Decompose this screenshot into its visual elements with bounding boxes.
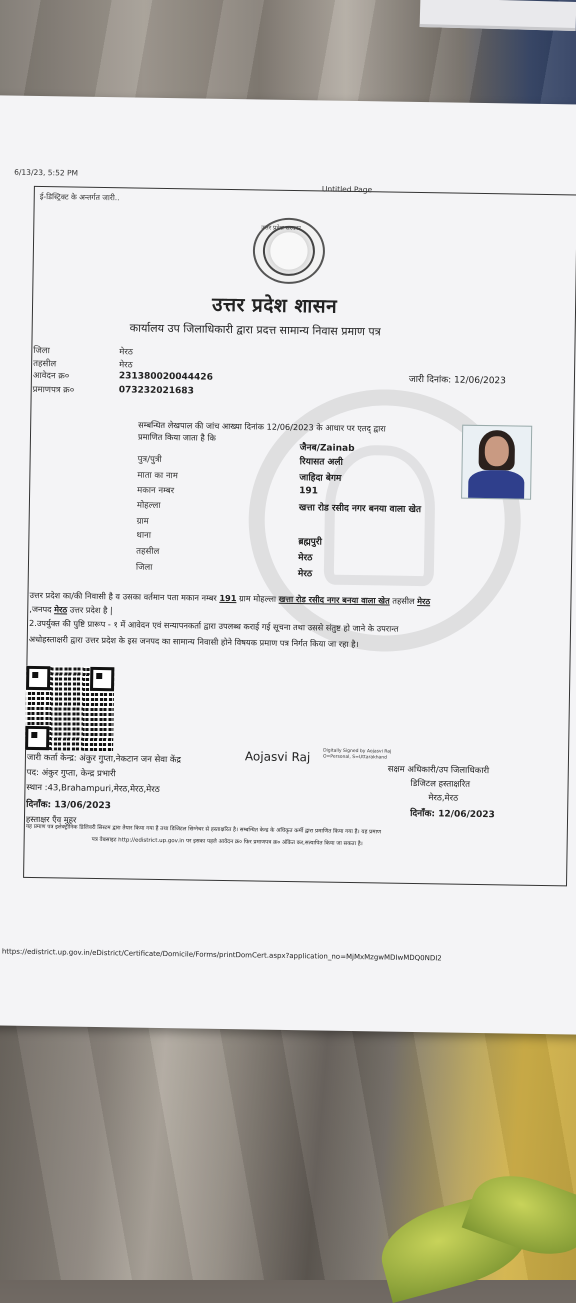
issue-date: जारी दिनांक: 12/06/2023	[408, 374, 506, 387]
photo-corner	[420, 0, 576, 31]
detail-label: पुत्र/पुत्री	[137, 454, 162, 465]
application-number: 231380020044426	[118, 371, 213, 383]
page-title: उत्तर प्रदेश शासन	[211, 293, 338, 318]
detail-label: थाना	[136, 530, 152, 541]
footer-note-1: यह प्रमाण पत्र इलेक्ट्रानिक डिलिवरी सिस्टम द्वारा तैयार किया गया है तथा डिजिटल सिग्नेचर से हस्ताक्षरित है। सम्बन्धित केन्द्र के अधिकृत कर्मी द्वारा प्रमाणित किया गया है। यह प्रमाण	[25, 823, 382, 836]
certificate-paper	[0, 95, 576, 1034]
digital-sign-line-1: Digitally Signed by Aojasvi Raj	[323, 748, 392, 755]
authority-date: दिनाँक: 12/06/2023	[410, 808, 495, 821]
detail-value: रियासत अली	[299, 457, 343, 468]
detail-label: मोहल्ला	[136, 500, 161, 511]
qr-code	[25, 666, 114, 751]
intro-line-2: प्रमाणित किया जाता है कि	[137, 431, 216, 443]
signer-name: Aojasvi Raj	[244, 749, 311, 765]
verification-paragraph-1: 2.उपर्युक्त की पुष्टि प्रारूप - १ में आवेदन एवं सन्यापनकर्ता द्वारा उपलब्ध कराई गई सूचना तथा उससे संतुष्ट हो जाने के उपरान्त	[28, 617, 399, 634]
signature-stamp-label: हस्ताक्षर एँव मुहर	[25, 813, 77, 825]
digitally-signed-label: डिजिटल हस्ताक्षरित	[410, 778, 471, 790]
detail-value: जाहिदा बेगम	[299, 473, 342, 484]
authority-title: सक्षम अधिकारी/उप जिलाधिकारी	[387, 764, 490, 777]
intro-line-1: सम्बन्धित लेखपाल की जांच आख्या दिनांक 12/06/2023 के आधार पर एतद् द्वारा	[138, 419, 386, 434]
issuer-post: पद: अंकुर गुप्ता, केन्द्र प्रभारी	[26, 767, 116, 780]
certificate-number: 073232021683	[118, 385, 194, 397]
print-datetime: 6/13/23, 5:52 PM	[14, 167, 79, 178]
detail-value: मेरठ	[297, 569, 313, 580]
application-label: आवेदन क्र०	[32, 370, 70, 382]
issuer-place: स्थान :43,Brahampuri,मेरठ,मेरठ,मेरठ	[26, 782, 160, 795]
verification-paragraph-2: अधोहस्ताक्षरी द्वारा उत्तर प्रदेश के इस जनपद का सामान्य निवासी होने विषयक प्रमाण पत्र निर्गत किया जा रहा है।	[28, 633, 359, 650]
tehsil-value: मेरठ	[119, 360, 133, 371]
print-page-title: Untitled Page	[321, 184, 373, 195]
district-label: जिला	[33, 345, 50, 357]
issuer-date: दिनाँक: 13/06/2023	[26, 799, 112, 812]
applicant-photo	[461, 425, 532, 500]
page-url: https://edistrict.up.gov.in/eDistrict/Certificate/Domicile/Forms/printDomCert.aspx?application_no=MjMxMzgwMDIwMDQ0NDI2	[1, 947, 442, 963]
district-value: मेरठ	[119, 347, 133, 358]
emblem-text: उत्तर प्रदेश सरकार	[261, 224, 301, 233]
detail-label: जिला	[135, 562, 153, 573]
detail-value: ब्रह्मपुरी	[298, 537, 322, 548]
certificate-label: प्रमाणपत्र क्र०	[32, 384, 75, 396]
detail-label: तहसील	[136, 546, 160, 557]
detail-value: खत्ता रोड रसीद नगर बनया वाला खेत	[298, 503, 422, 516]
residence-paragraph: उत्तर प्रदेश का/की निवासी है व उसका वर्तमान पता मकान नम्बर 191 ग्राम मोहल्ला खत्ता रोड रसीद नगर बनया वाला खेत तहसील मेरठ	[29, 589, 431, 607]
detail-label: ग्राम	[136, 516, 149, 527]
digital-sign-line-2: O=Personal, S=Uttarakhand	[322, 754, 388, 761]
residence-paragraph-2: ,जनपद मेरठ उत्तर प्रदेश है |	[29, 603, 113, 616]
authority-place: मेरठ,मेरठ	[428, 793, 459, 804]
detail-label: माता का नाम	[137, 470, 178, 482]
detail-value: मेरठ	[298, 553, 313, 564]
detail-value-name: जैनब/Zainab	[299, 443, 355, 454]
tehsil-label: तहसील	[33, 358, 57, 370]
issuer-center: जारी कर्ता केन्द्र: अंकुर गुप्ता,नेकटान जन सेवा केंद्र	[26, 752, 182, 766]
detail-label: मकान नम्बर	[137, 485, 175, 497]
detail-value: 191	[299, 486, 319, 497]
page-subtitle: कार्यालय उप जिलाधिकारी द्वारा प्रदत्त सामान्य निवास प्रमाण पत्र	[129, 321, 381, 339]
footer-note-2: पत्र वेबसाइट http://edistrict.up.gov.in पर इसका पहले आवेदन क्र० फिर प्रमाणपत्र क्र० अंकित कर,सत्यापित किया जा सकता है।	[91, 836, 363, 848]
edistrict-tagline: ई-डिस्ट्रिक्ट के अन्तर्गत जारी..	[39, 192, 120, 203]
